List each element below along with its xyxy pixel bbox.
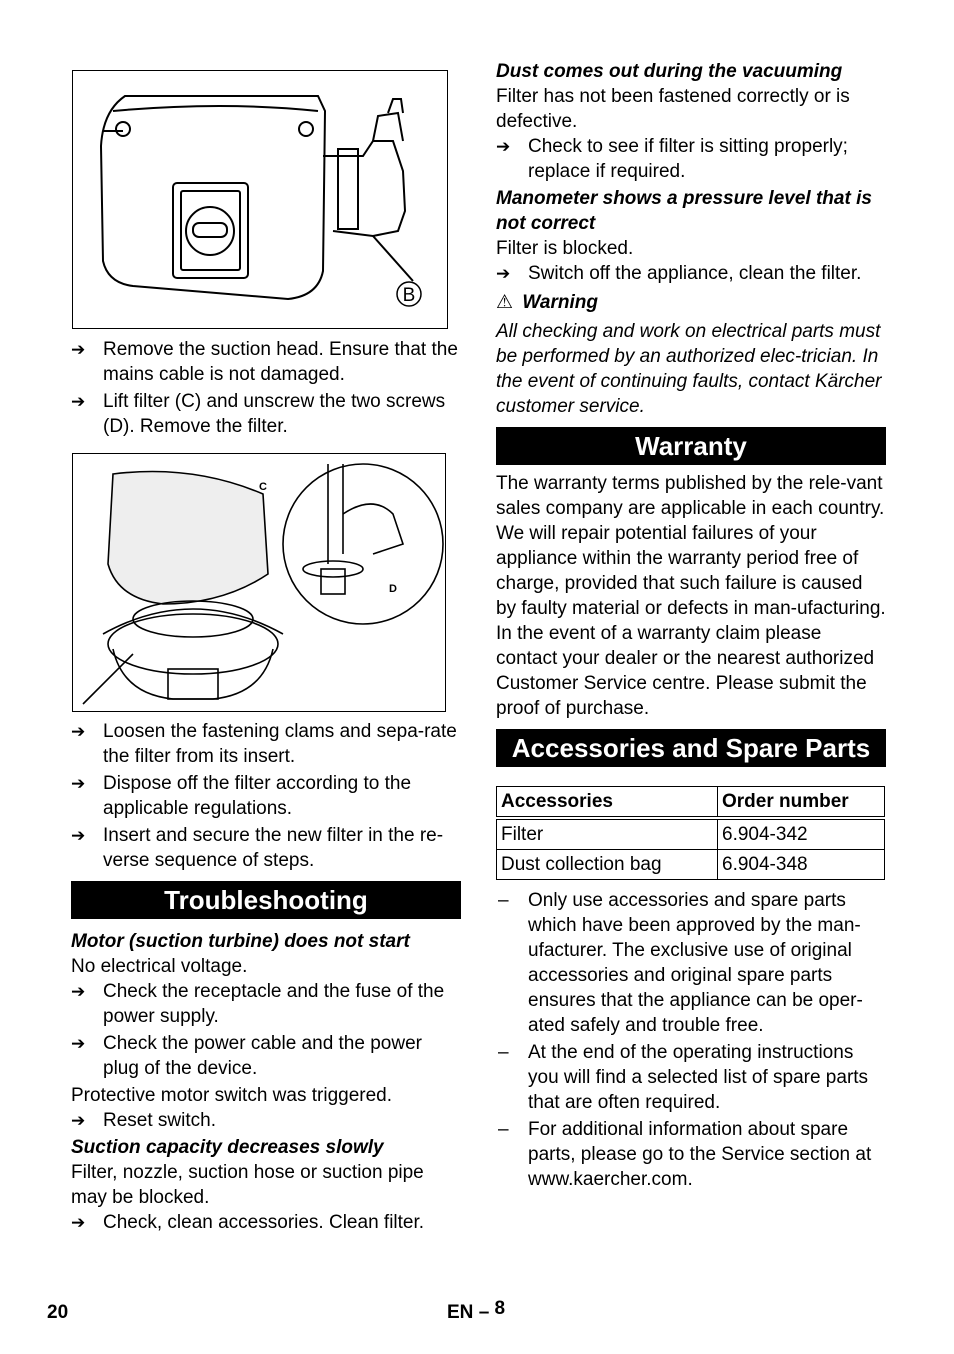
step-item: ➔ Check the receptacle and the fuse of the power supply. bbox=[71, 981, 445, 1027]
table-row bbox=[497, 850, 885, 880]
table-row bbox=[497, 818, 885, 850]
manometer-cause: Filter is blocked. bbox=[496, 238, 634, 259]
list-item: – For additional information about spare parts, please go to the Service section at www.kaercher.com. bbox=[498, 1119, 872, 1190]
table-header-row bbox=[497, 787, 885, 819]
warning-text: All checking and work on electrical parts must be performed by an authorized elec-trician. In the event of continuing faults, contact Kärcher customer service. bbox=[496, 321, 882, 417]
warranty-heading: Warranty bbox=[496, 427, 886, 465]
list-item: – Only use accessories and spare parts which have been approved by the man-ufacturer. The exclusive use of original accessories and original spare parts ensures that the appliance can be oper-ated safely and trouble free. bbox=[498, 890, 863, 1036]
manometer-subheading: Manometer shows a pressure level that is not correct bbox=[496, 188, 872, 234]
label-c: C bbox=[259, 481, 267, 493]
arrow-right-icon: ➔ bbox=[71, 392, 86, 411]
steps-replace-filter bbox=[71, 719, 461, 873]
table-header-cell: Order number bbox=[718, 787, 885, 819]
warning-heading: ⚠ Warning bbox=[496, 292, 598, 313]
step-item: ➔ Lift filter (C) and unscrew the two screws (D). Remove the filter. bbox=[71, 391, 446, 437]
troubleshooting-heading: Troubleshooting bbox=[71, 881, 461, 919]
arrow-right-icon: ➔ bbox=[496, 137, 511, 156]
step-item: ➔ Dispose off the filter according to the applicable regulations. bbox=[71, 773, 412, 819]
table-header-cell: Accessories bbox=[497, 787, 718, 819]
step-item: ➔ Check to see if filter is sitting properly; replace if required. bbox=[496, 136, 848, 182]
table-cell: 6.904-348 bbox=[718, 850, 885, 880]
troubleshooting-section bbox=[71, 881, 461, 1235]
step-item: ➔ Loosen the fastening clams and sepa-rate the filter from its insert. bbox=[71, 721, 457, 767]
motor-cause-1: No electrical voltage. bbox=[71, 956, 248, 977]
arrow-right-icon: ➔ bbox=[496, 264, 511, 283]
warranty-text: The warranty terms published by the rele-vant sales company are applicable in each country. We will repair potential failures of your appliance within the warranty period free of charge, provided that such failure is caused by faulty material or defects in man-ufacturing. In the event of a warranty claim please contact your dealer or the nearest authorized Customer Service centre. Please submit the proof of purchase. bbox=[496, 473, 886, 719]
warning-triangle-icon: ⚠ bbox=[496, 292, 514, 313]
label-b: B bbox=[402, 285, 416, 306]
accessories-table bbox=[496, 786, 885, 880]
figure-suction-head bbox=[72, 70, 448, 329]
steps-remove-head bbox=[71, 337, 461, 439]
step-item: ➔ Switch off the appliance, clean the filter. bbox=[496, 263, 862, 284]
arrow-right-icon: ➔ bbox=[71, 826, 86, 845]
motor-subheading: Motor (suction turbine) does not start bbox=[71, 931, 410, 952]
section-page-marker: EN – 8 bbox=[447, 1298, 506, 1323]
dust-subheading: Dust comes out during the vacuuming bbox=[496, 61, 843, 82]
arrow-right-icon: ➔ bbox=[71, 1213, 86, 1232]
arrow-right-icon: ➔ bbox=[71, 982, 86, 1001]
table-cell: Dust collection bag bbox=[497, 850, 718, 880]
step-item: ➔ Reset switch. bbox=[71, 1110, 216, 1131]
step-item: ➔ Check, clean accessories. Clean filter. bbox=[71, 1212, 425, 1233]
step-item: ➔ Check the power cable and the power plug of the device. bbox=[71, 1033, 422, 1079]
accessories-heading: Accessories and Spare Parts bbox=[496, 729, 886, 767]
list-item: – At the end of the operating instructions you will find a selected list of spare parts that are often required. bbox=[498, 1042, 869, 1113]
motor-cause-2: Protective motor switch was triggered. bbox=[71, 1085, 393, 1106]
notes-list bbox=[496, 888, 886, 1192]
filter-removal-illustration bbox=[73, 454, 445, 711]
arrow-right-icon: ➔ bbox=[71, 722, 86, 741]
figure-filter-removal bbox=[72, 453, 446, 712]
step-item: ➔ Insert and secure the new filter in the re-verse sequence of steps. bbox=[71, 825, 444, 871]
suction-cause: Filter, nozzle, suction hose or suction pipe may be blocked. bbox=[71, 1162, 424, 1208]
dust-cause: Filter has not been fastened correctly or is defective. bbox=[496, 86, 850, 132]
suction-subheading: Suction capacity decreases slowly bbox=[71, 1137, 384, 1158]
right-column bbox=[496, 59, 886, 1194]
suction-head-illustration bbox=[73, 71, 447, 328]
step-item: ➔ Remove the suction head. Ensure that the mains cable is not damaged. bbox=[71, 339, 458, 385]
label-d: D bbox=[389, 583, 397, 595]
page-number: 20 bbox=[47, 1302, 69, 1323]
arrow-right-icon: ➔ bbox=[71, 774, 86, 793]
arrow-right-icon: ➔ bbox=[71, 1034, 86, 1053]
arrow-right-icon: ➔ bbox=[71, 340, 86, 359]
arrow-right-icon: ➔ bbox=[71, 1111, 86, 1130]
table-cell: Filter bbox=[497, 818, 718, 850]
table-cell: 6.904-342 bbox=[718, 818, 885, 850]
